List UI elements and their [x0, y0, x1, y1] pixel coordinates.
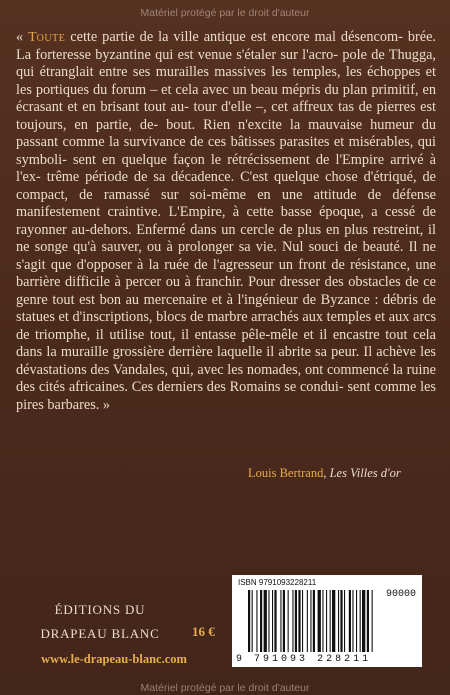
barcode-bar: [367, 590, 369, 652]
quote-line: Pour dresser des obstacles de ce genre tout est bon au mercenaire: [16, 274, 436, 308]
barcode-bar: [274, 590, 276, 652]
quote-line: dévastations des Vandales, qui, avec les nomades, ont commencé: [16, 361, 389, 378]
barcode-bar: [310, 590, 311, 652]
barcode-bar: [256, 590, 257, 652]
quote-line: trême période de sa décadence. C'est quelque chose d'étriqué, de: [46, 169, 436, 185]
quote-line: blocs de marbre arrachés aux temples et aux arcs de triomphe, il: [16, 309, 437, 343]
barcode-bar: [340, 590, 342, 652]
quote-line: survivance de ces bâtisses parasites et misérables, qui symboli-: [16, 134, 436, 168]
barcode-bar: [260, 590, 262, 652]
barcode-bar: [288, 590, 289, 652]
attribution-separator: ,: [323, 466, 330, 480]
quote-line: sent comme les pires barbares. »: [16, 379, 436, 413]
barcode-bar: [332, 590, 335, 652]
barcode-bars: [238, 590, 416, 654]
quote-line: de beauté. Il ne s'agit que d'opposer à la ruée de l'agresseur un: [16, 239, 436, 273]
quote-line: la ruine des cités africaines. Ces derniers des Romains se condui-: [16, 361, 436, 395]
ean-digits: [236, 654, 420, 665]
barcode-bar: [322, 590, 323, 652]
quote-line: muraille grossière derrière laquelle il abrite sa peur. Il achève les: [60, 344, 436, 360]
quote-line: utilise tout, il entasse pêle-mêle et il encastre tout cela dans la: [16, 326, 437, 360]
ean-left-group: 791093: [254, 654, 309, 665]
quote-line: pole de Thugga, qui étranglait entre ses murailles massives les: [16, 46, 437, 80]
publisher-name: [20, 598, 180, 646]
quote-line: bout. Rien n'excite la mauvaise humeur du passant comme la: [16, 116, 436, 150]
barcode-bar: [362, 590, 365, 652]
barcode-bar: [298, 590, 300, 652]
quote-line: cette partie de la ville antique est encore mal désencom-: [70, 29, 403, 45]
quote-attribution: [248, 466, 401, 481]
price-code: 90000: [386, 589, 417, 600]
quote-line: brée. La forteresse byzantine qui est venue s'étaler sur l'acro-: [16, 29, 436, 63]
copyright-watermark-bottom: Matériel protégé par le droit d'auteur: [140, 682, 310, 694]
book-title: Les Villes d'or: [329, 466, 401, 480]
quote-block: [16, 29, 436, 414]
quote-line: de rayonner au-dehors. Enfermé dans un cercle de plus en plus: [16, 204, 437, 238]
isbn-number: ISBN 9791093228211: [238, 578, 317, 587]
barcode-bar: [248, 590, 250, 652]
quote-paragraph: [16, 29, 436, 414]
quote-line: tour d'elle –, cet affreux tas de pierres est toujours, en partie, de-: [16, 99, 436, 133]
publisher-line-2: DRAPEAU BLANC: [40, 626, 160, 641]
author-name: Louis Bertrand: [248, 466, 324, 480]
barcode-bar: [283, 590, 285, 652]
publisher-website: www.le-drapeau-blanc.com: [41, 652, 187, 666]
barcode-bar: [264, 590, 267, 652]
barcode-bar: [352, 590, 353, 652]
barcode-bar: [295, 590, 297, 652]
barcode-bar: [252, 590, 253, 652]
drop-cap: T: [28, 30, 37, 45]
isbn-barcode: [232, 575, 422, 667]
barcode-bar: [344, 590, 345, 652]
barcode-bar: [330, 590, 331, 652]
barcode-bar: [272, 590, 273, 652]
barcode-bar: [372, 590, 373, 652]
barcode-bar: [313, 590, 315, 652]
quote-line: restreint, il ne songe qu'à sauver, ou à prolonger sa vie. Nul souci: [16, 221, 436, 255]
quote-line: front de résistance, une barrière difficile à percer ou à franchir.: [16, 256, 436, 290]
barcode-bar: [307, 590, 308, 652]
barcode-bar: [280, 590, 281, 652]
barcode-bar: [326, 590, 327, 652]
copyright-watermark-top: Matériel protégé par le droit d'auteur: [140, 7, 310, 19]
barcode-bar: [360, 590, 361, 652]
quote-line: sent en quelque façon le rétrécissement de l'Empire arrivé à l'ex-: [16, 151, 436, 185]
quote-line: compact, de ramassé sur soi-même en une attitude de défense: [16, 186, 436, 203]
barcode-bar: [318, 590, 321, 652]
quote-line: beau mépris du plan primitif, en écrasant et en brisant tout au-: [16, 81, 436, 115]
barcode-bar: [338, 590, 339, 652]
quote-smallcaps: oute: [36, 29, 66, 45]
ean-right-group: 228211: [317, 654, 372, 665]
publisher-line-1: ÉDITIONS DU: [54, 602, 146, 617]
barcode-bar: [302, 590, 303, 652]
price-label: 16 €: [192, 624, 215, 639]
quote-line: manifestement craintive. L'Empire, à cette basse époque, a cessé: [16, 204, 416, 220]
barcode-bar: [349, 590, 351, 652]
ean-first-digit: 9: [236, 654, 246, 665]
quote-line: temples, les échoppes et les portiques du forum – et cela avec un: [16, 64, 436, 98]
quote-open-mark: «: [16, 29, 29, 45]
barcode-bar: [356, 590, 357, 652]
barcode-bar: [292, 590, 293, 652]
barcode-bar: [268, 590, 269, 652]
quote-line: et à l'ingénieur de Byzance : débris de statues et d'inscriptions,: [16, 291, 436, 325]
